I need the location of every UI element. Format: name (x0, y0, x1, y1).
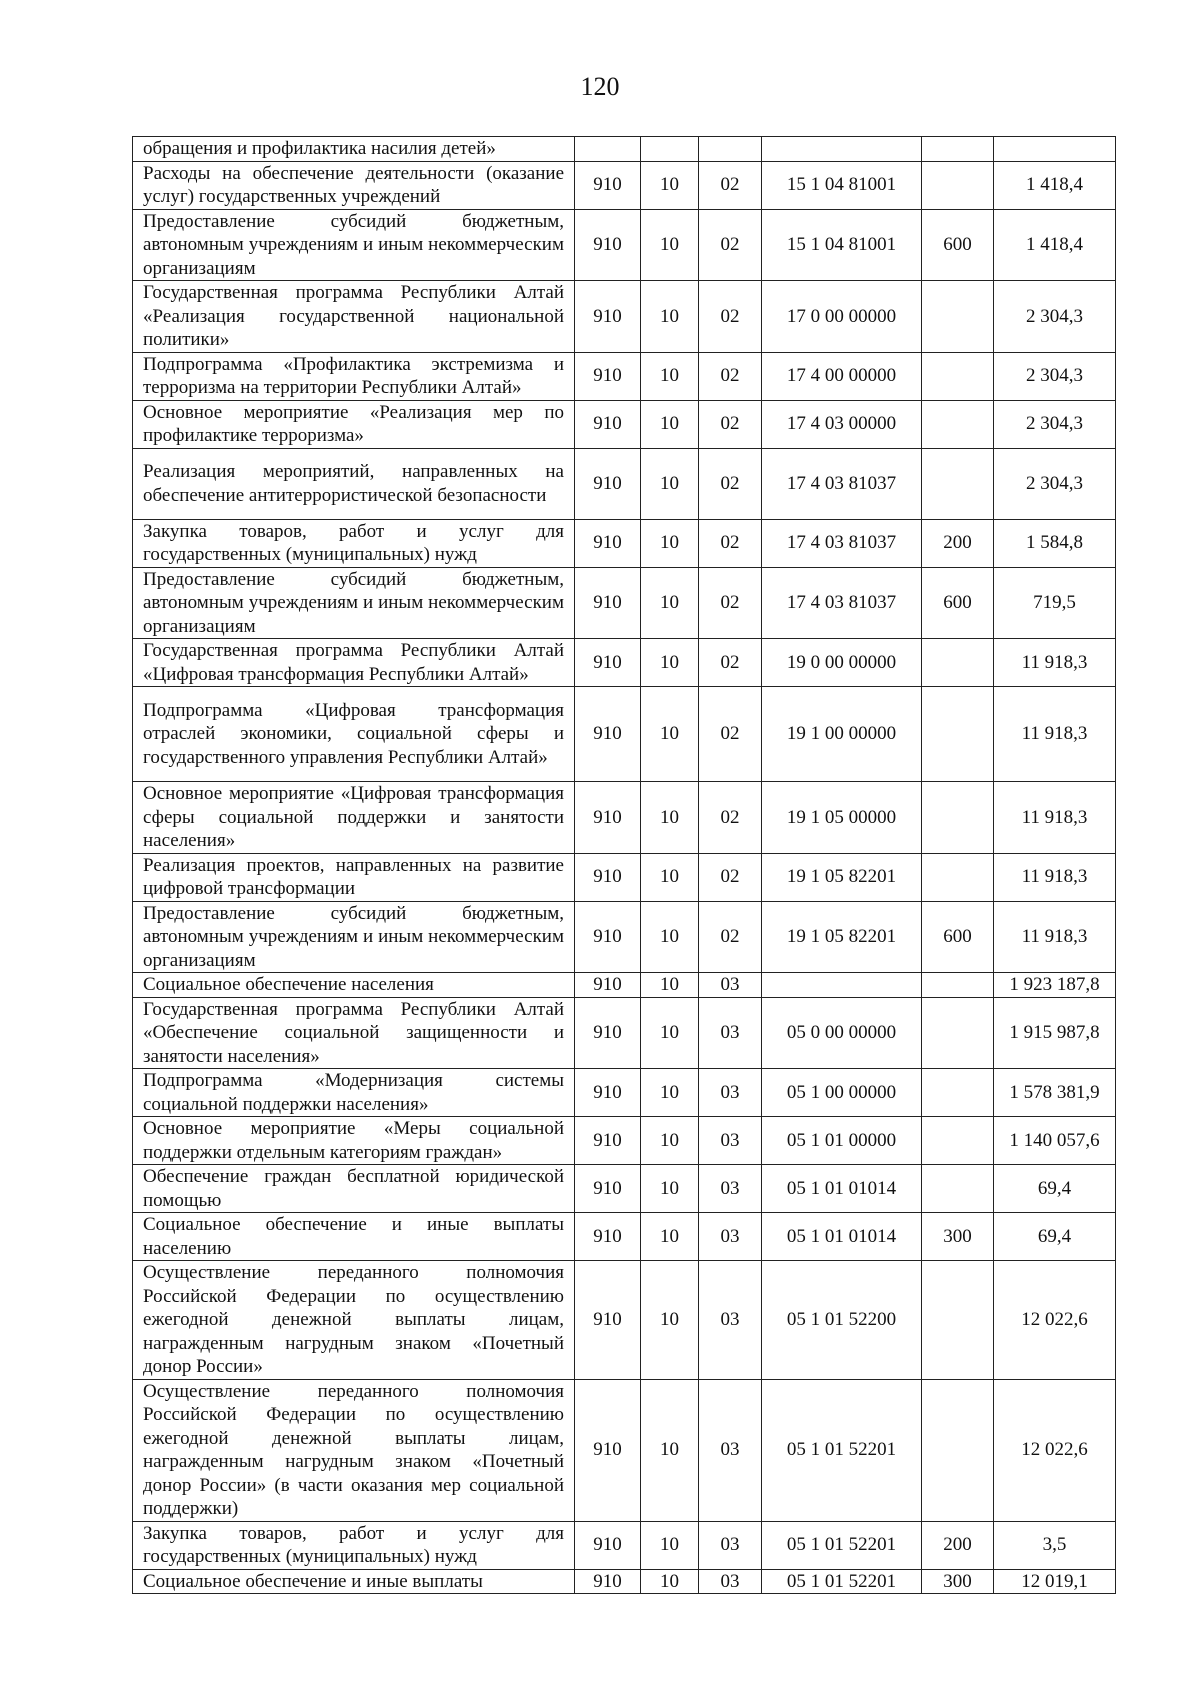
row-sum-cell: 3,5 (994, 1521, 1116, 1569)
row-rz-cell: 10 (641, 161, 699, 209)
table-row (133, 1165, 1116, 1213)
row-rz-cell: 10 (641, 782, 699, 854)
row-name-cell: Основное мероприятие «Цифровая трансформация сферы социальной поддержки и занятости населения» (133, 782, 575, 854)
row-pr-cell: 02 (699, 519, 762, 567)
table-row (133, 639, 1116, 687)
row-pr-cell: 02 (699, 567, 762, 639)
row-vr-cell (922, 639, 994, 687)
row-gr-cell: 910 (575, 853, 641, 901)
row-rz-cell (641, 137, 699, 162)
row-rz-cell: 10 (641, 209, 699, 281)
row-csr-cell (762, 137, 922, 162)
table-row (133, 1569, 1116, 1594)
row-gr-cell: 910 (575, 997, 641, 1069)
row-name-cell: Подпрограмма «Модернизация системы социальной поддержки населения» (133, 1069, 575, 1117)
row-vr-cell (922, 400, 994, 448)
table-row (133, 853, 1116, 901)
table-row (133, 567, 1116, 639)
table-row (133, 901, 1116, 973)
row-gr-cell: 910 (575, 281, 641, 353)
row-sum-cell: 69,4 (994, 1213, 1116, 1261)
row-csr-cell: 17 4 03 00000 (762, 400, 922, 448)
row-rz-cell: 10 (641, 853, 699, 901)
row-gr-cell (575, 137, 641, 162)
row-pr-cell: 02 (699, 448, 762, 519)
row-vr-cell (922, 1261, 994, 1380)
row-sum-cell: 1 418,4 (994, 209, 1116, 281)
row-name-cell: Осуществление переданного полномочия Российской Федерации по осуществлению ежегодной денежной выплаты лицам, награжденным нагрудным знаком «Почетный донор России» (133, 1261, 575, 1380)
row-rz-cell: 10 (641, 352, 699, 400)
row-name-cell: Закупка товаров, работ и услуг для государственных (муниципальных) нужд (133, 519, 575, 567)
row-rz-cell: 10 (641, 997, 699, 1069)
row-name-cell: Закупка товаров, работ и услуг для государственных (муниципальных) нужд (133, 1521, 575, 1569)
table-row (133, 1379, 1116, 1521)
row-vr-cell (922, 973, 994, 998)
row-pr-cell: 03 (699, 1261, 762, 1380)
table-row (133, 161, 1116, 209)
row-rz-cell: 10 (641, 448, 699, 519)
row-pr-cell (699, 137, 762, 162)
row-csr-cell: 17 4 00 00000 (762, 352, 922, 400)
table-row (133, 281, 1116, 353)
row-rz-cell: 10 (641, 1569, 699, 1594)
row-sum-cell: 719,5 (994, 567, 1116, 639)
row-vr-cell (922, 687, 994, 782)
row-sum-cell: 1 923 187,8 (994, 973, 1116, 998)
row-name-cell: Предоставление субсидий бюджетным, автономным учреждениям и иным некоммерческим организациям (133, 209, 575, 281)
row-vr-cell (922, 352, 994, 400)
row-pr-cell: 03 (699, 973, 762, 998)
row-csr-cell: 17 4 03 81037 (762, 448, 922, 519)
row-name-cell: Предоставление субсидий бюджетным, автономным учреждениям и иным некоммерческим организациям (133, 567, 575, 639)
table-row (133, 1117, 1116, 1165)
row-gr-cell: 910 (575, 1379, 641, 1521)
row-sum-cell: 12 022,6 (994, 1379, 1116, 1521)
row-sum-cell: 2 304,3 (994, 448, 1116, 519)
row-gr-cell: 910 (575, 1569, 641, 1594)
row-gr-cell: 910 (575, 1261, 641, 1380)
row-vr-cell: 600 (922, 901, 994, 973)
row-csr-cell: 05 1 01 52201 (762, 1569, 922, 1594)
row-csr-cell: 19 1 00 00000 (762, 687, 922, 782)
row-pr-cell: 03 (699, 1069, 762, 1117)
table-row (133, 1213, 1116, 1261)
row-sum-cell: 11 918,3 (994, 687, 1116, 782)
table-row (133, 1261, 1116, 1380)
row-rz-cell: 10 (641, 687, 699, 782)
row-name-cell: Социальное обеспечение и иные выплаты населению (133, 1213, 575, 1261)
row-rz-cell: 10 (641, 1261, 699, 1380)
row-csr-cell: 05 1 01 52201 (762, 1379, 922, 1521)
table-row (133, 400, 1116, 448)
row-name-cell: Подпрограмма «Профилактика экстремизма и терроризма на территории Республики Алтай» (133, 352, 575, 400)
row-pr-cell: 02 (699, 352, 762, 400)
row-vr-cell (922, 1379, 994, 1521)
row-name-cell: Государственная программа Республики Алтай «Реализация государственной национальной политики» (133, 281, 575, 353)
row-pr-cell: 02 (699, 639, 762, 687)
table-row (133, 448, 1116, 519)
row-name-cell: Государственная программа Республики Алтай «Обеспечение социальной защищенности и занятости населения» (133, 997, 575, 1069)
row-csr-cell: 19 1 05 82201 (762, 901, 922, 973)
row-name-cell: Осуществление переданного полномочия Российской Федерации по осуществлению ежегодной денежной выплаты лицам, награжденным нагрудным знаком «Почетный донор России» (в части оказания мер социальной поддержки) (133, 1379, 575, 1521)
row-pr-cell: 03 (699, 1213, 762, 1261)
row-csr-cell: 19 1 05 00000 (762, 782, 922, 854)
row-pr-cell: 02 (699, 853, 762, 901)
row-rz-cell: 10 (641, 639, 699, 687)
row-name-cell: Реализация мероприятий, направленных на обеспечение антитеррористической безопасности (133, 448, 575, 519)
row-csr-cell (762, 973, 922, 998)
table-row (133, 997, 1116, 1069)
page-number: 120 (580, 72, 620, 101)
row-gr-cell: 910 (575, 1165, 641, 1213)
row-gr-cell: 910 (575, 209, 641, 281)
row-rz-cell: 10 (641, 400, 699, 448)
row-pr-cell: 03 (699, 997, 762, 1069)
table-row (133, 352, 1116, 400)
row-sum-cell: 2 304,3 (994, 400, 1116, 448)
row-pr-cell: 02 (699, 782, 762, 854)
row-pr-cell: 02 (699, 400, 762, 448)
row-csr-cell: 05 1 00 00000 (762, 1069, 922, 1117)
row-name-cell: Социальное обеспечение населения (133, 973, 575, 998)
table-row (133, 782, 1116, 854)
row-sum-cell: 2 304,3 (994, 352, 1116, 400)
row-rz-cell: 10 (641, 281, 699, 353)
row-csr-cell: 05 1 01 52200 (762, 1261, 922, 1380)
row-name-cell: Государственная программа Республики Алтай «Цифровая трансформация Республики Алтай» (133, 639, 575, 687)
row-vr-cell (922, 1069, 994, 1117)
row-gr-cell: 910 (575, 687, 641, 782)
row-pr-cell: 02 (699, 209, 762, 281)
row-vr-cell (922, 997, 994, 1069)
row-name-cell: Расходы на обеспечение деятельности (оказание услуг) государственных учреждений (133, 161, 575, 209)
row-name-cell: Подпрограмма «Цифровая трансформация отраслей экономики, социальной сферы и государственного управления Республики Алтай» (133, 687, 575, 782)
row-csr-cell: 15 1 04 81001 (762, 209, 922, 281)
row-name-cell: Предоставление субсидий бюджетным, автономным учреждениям и иным некоммерческим организациям (133, 901, 575, 973)
row-vr-cell (922, 853, 994, 901)
table-row (133, 519, 1116, 567)
row-csr-cell: 19 1 05 82201 (762, 853, 922, 901)
row-sum-cell: 11 918,3 (994, 639, 1116, 687)
row-csr-cell: 05 1 01 01014 (762, 1165, 922, 1213)
row-vr-cell (922, 448, 994, 519)
table-row (133, 973, 1116, 998)
row-rz-cell: 10 (641, 1117, 699, 1165)
row-gr-cell: 910 (575, 973, 641, 998)
row-pr-cell: 02 (699, 281, 762, 353)
row-rz-cell: 10 (641, 1069, 699, 1117)
table-body (133, 137, 1116, 1594)
row-gr-cell: 910 (575, 1213, 641, 1261)
row-csr-cell: 17 0 00 00000 (762, 281, 922, 353)
row-pr-cell: 02 (699, 161, 762, 209)
table-row (133, 137, 1116, 162)
row-sum-cell: 11 918,3 (994, 782, 1116, 854)
row-gr-cell: 910 (575, 1069, 641, 1117)
row-sum-cell: 12 022,6 (994, 1261, 1116, 1380)
table-row (133, 209, 1116, 281)
table-row (133, 1069, 1116, 1117)
row-rz-cell: 10 (641, 1379, 699, 1521)
row-csr-cell: 05 1 01 00000 (762, 1117, 922, 1165)
row-vr-cell (922, 137, 994, 162)
row-vr-cell: 600 (922, 567, 994, 639)
row-rz-cell: 10 (641, 1213, 699, 1261)
row-pr-cell: 03 (699, 1569, 762, 1594)
row-gr-cell: 910 (575, 448, 641, 519)
row-csr-cell: 05 1 01 01014 (762, 1213, 922, 1261)
row-name-cell: Обеспечение граждан бесплатной юридической помощью (133, 1165, 575, 1213)
row-csr-cell: 19 0 00 00000 (762, 639, 922, 687)
row-vr-cell (922, 782, 994, 854)
row-rz-cell: 10 (641, 1521, 699, 1569)
row-sum-cell: 1 915 987,8 (994, 997, 1116, 1069)
row-rz-cell: 10 (641, 519, 699, 567)
row-vr-cell (922, 1165, 994, 1213)
row-rz-cell: 10 (641, 901, 699, 973)
row-name-cell: Основное мероприятие «Реализация мер по профилактике терроризма» (133, 400, 575, 448)
row-gr-cell: 910 (575, 782, 641, 854)
row-pr-cell: 03 (699, 1117, 762, 1165)
row-sum-cell: 69,4 (994, 1165, 1116, 1213)
row-csr-cell: 05 0 00 00000 (762, 997, 922, 1069)
row-csr-cell: 05 1 01 52201 (762, 1521, 922, 1569)
row-vr-cell: 600 (922, 209, 994, 281)
row-vr-cell: 300 (922, 1569, 994, 1594)
row-gr-cell: 910 (575, 901, 641, 973)
row-gr-cell: 910 (575, 400, 641, 448)
row-sum-cell: 1 584,8 (994, 519, 1116, 567)
row-name-cell: Социальное обеспечение и иные выплаты (133, 1569, 575, 1594)
row-csr-cell: 17 4 03 81037 (762, 567, 922, 639)
row-gr-cell: 910 (575, 639, 641, 687)
row-sum-cell: 12 019,1 (994, 1569, 1116, 1594)
row-name-cell: Основное мероприятие «Меры социальной поддержки отдельным категориям граждан» (133, 1117, 575, 1165)
row-csr-cell: 17 4 03 81037 (762, 519, 922, 567)
row-gr-cell: 910 (575, 352, 641, 400)
row-name-cell: Реализация проектов, направленных на развитие цифровой трансформации (133, 853, 575, 901)
budget-table (132, 136, 1116, 1594)
row-vr-cell: 200 (922, 1521, 994, 1569)
row-sum-cell: 11 918,3 (994, 901, 1116, 973)
row-sum-cell (994, 137, 1116, 162)
row-gr-cell: 910 (575, 161, 641, 209)
table-row (133, 687, 1116, 782)
row-pr-cell: 02 (699, 901, 762, 973)
table-row (133, 1521, 1116, 1569)
row-gr-cell: 910 (575, 1117, 641, 1165)
row-pr-cell: 02 (699, 687, 762, 782)
row-gr-cell: 910 (575, 567, 641, 639)
row-name-cell: обращения и профилактика насилия детей» (133, 137, 575, 162)
row-rz-cell: 10 (641, 973, 699, 998)
row-sum-cell: 1 578 381,9 (994, 1069, 1116, 1117)
row-vr-cell (922, 281, 994, 353)
row-pr-cell: 03 (699, 1379, 762, 1521)
row-sum-cell: 11 918,3 (994, 853, 1116, 901)
row-gr-cell: 910 (575, 1521, 641, 1569)
row-sum-cell: 1 140 057,6 (994, 1117, 1116, 1165)
row-sum-cell: 1 418,4 (994, 161, 1116, 209)
row-sum-cell: 2 304,3 (994, 281, 1116, 353)
row-pr-cell: 03 (699, 1521, 762, 1569)
row-rz-cell: 10 (641, 567, 699, 639)
row-gr-cell: 910 (575, 519, 641, 567)
row-vr-cell: 200 (922, 519, 994, 567)
row-vr-cell (922, 161, 994, 209)
row-csr-cell: 15 1 04 81001 (762, 161, 922, 209)
row-pr-cell: 03 (699, 1165, 762, 1213)
row-rz-cell: 10 (641, 1165, 699, 1213)
row-vr-cell: 300 (922, 1213, 994, 1261)
row-vr-cell (922, 1117, 994, 1165)
